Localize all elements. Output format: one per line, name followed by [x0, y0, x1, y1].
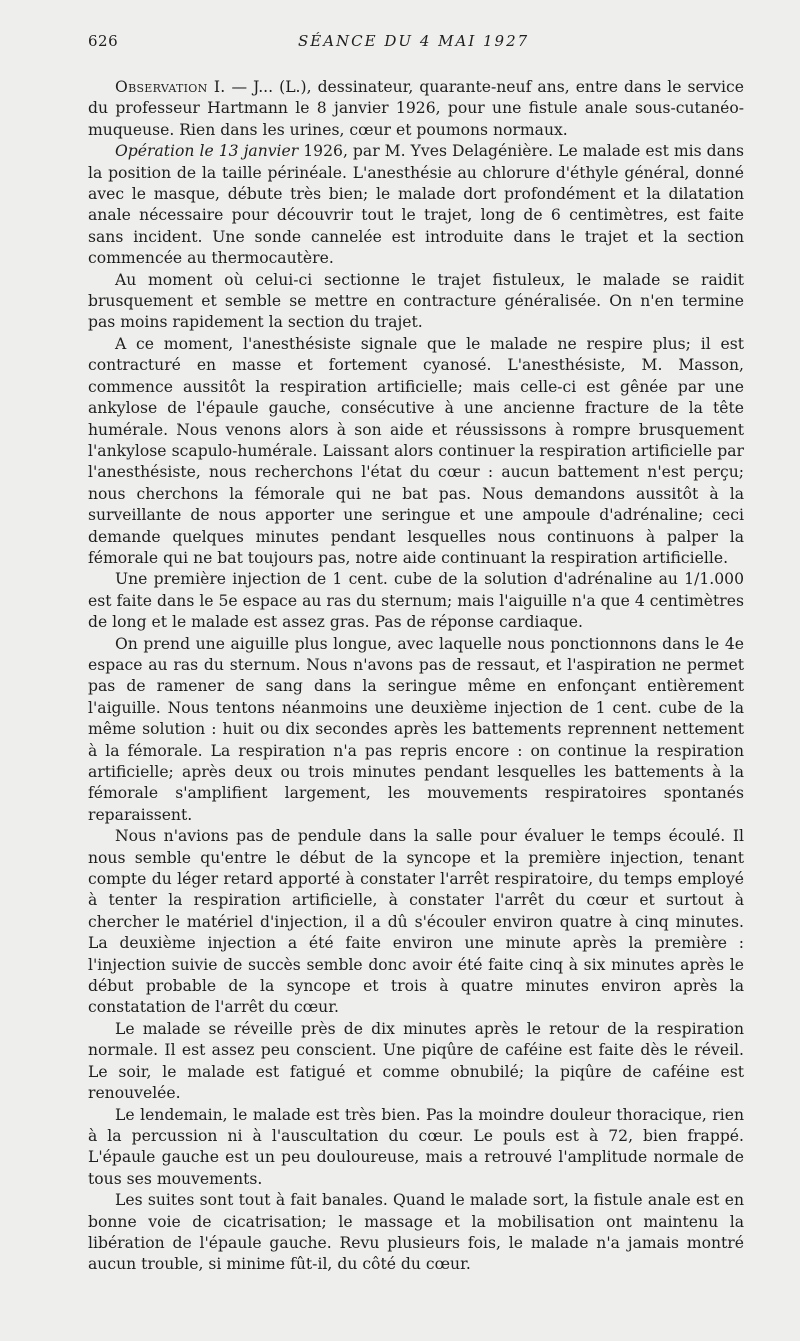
paragraph-text: — J... (L.), dessinateur, quarante-neuf ans, entre dans le service du professeur Hartmann le 8 janvier 1926, pour une fistule anale sous-cutanéo-muqueuse. Rien dans les urines, cœur et poumons normaux. — [88, 78, 744, 139]
paragraph: Nous n'avions pas de pendule dans la salle pour évaluer le temps écoulé. Il nous semble qu'entre le début de la syncope et la première injection, tenant compte du léger retard apporté à constater l'arrêt respiratoire, du temps employé à tenter la respiration artificielle, à constater l'arrêt du cœur et surtout à chercher le matériel d'injection, il a dû s'écouler environ quatre à cinq minutes. La deuxième injection a été faite environ une minute après la première : l'injection suivie de succès semble donc avoir été faite cinq à six minutes après le début probable de la syncope et trois à quatre minutes environ après la constatation de l'arrêt du cœur. — [88, 827, 744, 1017]
operation-heading: Opération le 13 janvier — [115, 142, 299, 161]
paragraph: A ce moment, l'anesthésiste signale que le malade ne respire plus; il est contracturé en masse et fortement cyanosé. L'anesthésiste, M. Masson, commence aussitôt la respiration artificielle; mais celle-ci est gênée par une ankylose de l'épaule gauche, consécutive à une ancienne fracture de la tête humérale. Nous venons alors à son aide et réussissons à rompre brusquement l'ankylose scapulo-humérale. Laissant alors continuer la respiration artificielle par l'anesthésiste, nous recherchons l'état du cœur : aucun battement n'est perçu; nous cherchons la fémorale qui ne bat pas. Nous demandons aussitôt à la surveillante de nous apporter une seringue et une ampoule d'adrénaline; ceci demande quelques minutes pendant lesquelles nous continuons à palper la fémorale qui ne bat toujours pas, notre aide continuant la respiration artificielle. — [88, 334, 744, 567]
paragraph: On prend une aiguille plus longue, avec laquelle nous ponctionnons dans le 4e espace au ras du sternum. Nous n'avons pas de ressaut, et l'aspiration ne permet pas de ramener de sang dans la seringue même en enfonçant entièrement l'aiguille. Nous tentons néanmoins une deuxième injection de 1 cent. cube de la même solution : huit ou dix secondes après les battements reprennent nettement à la fémorale. La respiration n'a pas repris encore : on continue la respiration artificielle; après deux ou trois minutes pendant lesquelles les battements à la fémorale s'amplifient largement, les mouvements respiratoires spontanés reparaissent. — [88, 634, 744, 824]
running-header — [88, 32, 736, 52]
header-title: SÉANCE DU 4 MAI 1927 — [298, 32, 530, 50]
paragraph: Une première injection de 1 cent. cube de la solution d'adrénaline au 1/1.000 est faite dans le 5e espace au ras du sternum; mais l'aiguille n'a que 4 centimètres de long et le malade est assez gras. Pas de réponse cardiaque. — [88, 570, 744, 632]
article-body — [88, 77, 744, 1276]
paragraph-operation — [88, 141, 744, 269]
paragraph-text: 1926, par M. Yves Delagénière. Le malade est mis dans la position de la taille périnéale. L'anesthésie au chlorure d'éthyle général, donné avec le masque, débute très bien; le malade dort profondément et la dilatation anale nécessaire pour découvrir tout le trajet, long de 6 centimètres, est faite sans incident. Une sonde cannelée est introduite dans le trajet et la section commencée au thermocautère. — [88, 142, 745, 268]
paragraph-observation — [88, 77, 744, 141]
page-number: 626 — [88, 32, 119, 50]
paragraph: Au moment où celui-ci sectionne le trajet fistuleux, le malade se raidit brusquement et semble se mettre en contracture généralisée. On n'en termine pas moins rapidement la section du trajet. — [88, 270, 744, 332]
paragraph: Le lendemain, le malade est très bien. Pas la moindre douleur thoracique, rien à la percussion ni à l'auscultation du cœur. Le pouls est à 72, bien frappé. L'épaule gauche est un peu douloureuse, mais a retrouvé l'amplitude normale de tous ses mouvements. — [88, 1105, 744, 1188]
paragraph: Le malade se réveille près de dix minutes après le retour de la respiration normale. Il est assez peu conscient. Une piqûre de caféine est faite dès le réveil. Le soir, le malade est fatigué et comme obnubilé; la piqûre de caféine est renouvelée. — [88, 1019, 744, 1103]
observation-heading: Observation I. — [115, 78, 226, 96]
paragraph: Les suites sont tout à fait banales. Quand le malade sort, la fistule anale est en bonne voie de cicatrisation; le massage et la mobilisation ont maintenu la libération de l'épaule gauche. Revu plusieurs fois, le malade n'a jamais montré aucun trouble, si minime fût-il, du côté du cœur. — [88, 1191, 744, 1274]
